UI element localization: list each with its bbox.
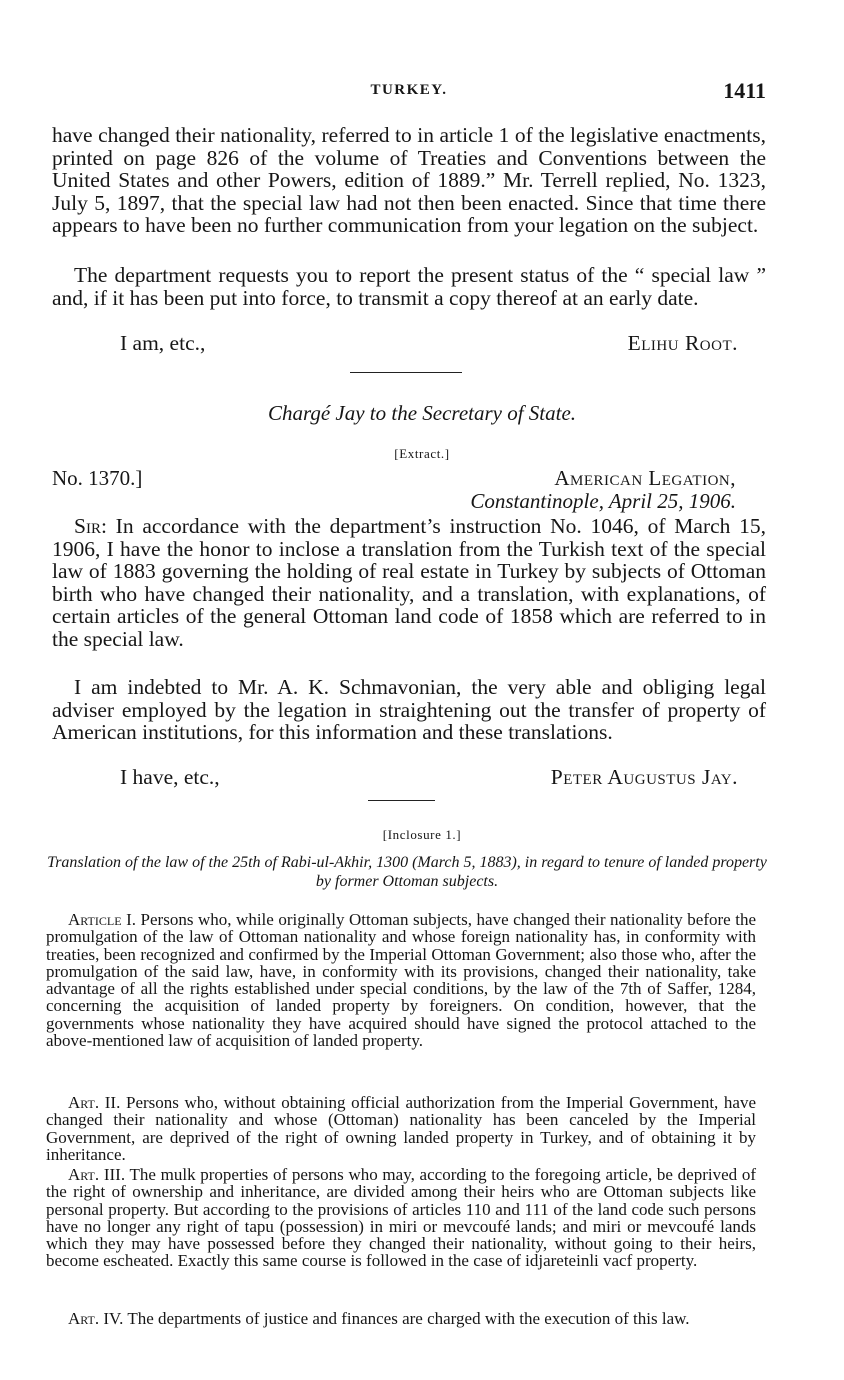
article-3-text: The mulk properties of persons who may, according to the foregoing article, be deprived of the right of ownership and inheritance, are divided among their heirs who are Ottoman subjects like personal property. But according to the provisions of articles 110 and 111 of the land code such persons have no longer any right of tapu (possession) in miri or mevcoufé lands; and miri or mevcoufé lands which they may have possessed before they changed their nationality, without going to their heirs, become escheated. Exactly this same course is followed in the case of idjareteinli vacf property. xyxy=(46,1165,756,1271)
sender-legation: American Legation, xyxy=(554,466,736,490)
continuation-paragraph: have changed their nationality, referred to in article 1 of the legislative enactments, printed on page 826 of the volume of Treaties and Conventions between the United States and other Powers, edition of 1889.” Mr. Terrell replied, No. 1323, July 5, 1897, that the special law had not then been enacted. Since that time there appears to have been no further communication from your legation on the subject. xyxy=(52,123,766,237)
article-3 xyxy=(46,1166,756,1270)
section-divider xyxy=(350,372,462,373)
page-header xyxy=(52,78,766,108)
letter-paragraph-1 xyxy=(52,515,766,650)
inclosure-label: [Inclosure 1.] xyxy=(382,827,462,842)
running-title: TURKEY. xyxy=(370,82,448,98)
section-divider-2 xyxy=(368,800,435,801)
closing-phrase-jay: I have, etc., xyxy=(120,765,220,789)
article-1-text: Persons who, while originally Ottoman subjects, have changed their nationality before the promulgation of the law of Ottoman nationality and whose foreign nationality has, in conformity with treaties, been recognized and confirmed by the Imperial Ottoman Government; also those who, after the promulgation of the said law, have, in conformity with its provisions, changed their nationality, take advantage of all the rights established under special conditions, by the law of the 7th of Saffer, 1284, concerning the acquisition of landed property by foreigners. On condition, however, that the governments whose nationality they have acquired should have signed the protocol attached to the above-mentioned law of acquisition of landed property. xyxy=(46,910,756,1051)
article-4-text: The departments of justice and finances are charged with the execution of this law. xyxy=(127,1309,690,1328)
letter-title: Chargé Jay to the Secretary of State. xyxy=(267,401,577,425)
extract-label: [Extract.] xyxy=(394,446,450,461)
dispatch-number: No. 1370.] xyxy=(52,466,143,490)
letter-paragraph-2: I am indebted to Mr. A. K. Schmavonian, the very able and obliging legal adviser employed by the legation in straightening out the transfer of property of American institutions, for this information and these translations. xyxy=(52,675,766,744)
translation-title: Translation of the law of the 25th of Rabi-ul-Akhir, 1300 (March 5, 1883), in regard to tenure of landed property by former Ottoman subjects. xyxy=(47,854,767,890)
salutation: Sir: xyxy=(74,514,107,538)
article-2-heading: Art. II. xyxy=(68,1093,121,1112)
article-2 xyxy=(46,1094,756,1163)
article-3-heading: Art. III. xyxy=(68,1165,126,1184)
closing-row-jay xyxy=(52,765,766,789)
article-4-heading: Art. IV. xyxy=(68,1309,124,1328)
letter-paragraph-1-text: In accordance with the department’s instruction No. 1046, of March 15, 1906, I have the honor to inclose a translation from the Turkish text of the special law of 1883 governing the holding of real estate in Turkey by subjects of Ottoman birth who have changed their nationality, and a translation, with explanations, of certain articles of the general Ottoman land code of 1858 which are referred to in the special law. xyxy=(52,514,767,651)
closing-phrase: I am, etc., xyxy=(120,331,206,355)
article-1-heading: Article I. xyxy=(68,910,136,929)
page-number: 1411 xyxy=(723,78,766,103)
signature-root: Elihu Root. xyxy=(627,331,738,355)
request-paragraph: The department requests you to report the present status of the “ special law ” and, if it has been put into force, to transmit a copy thereof at an early date. xyxy=(52,263,766,310)
article-2-text: Persons who, without obtaining official authorization from the Imperial Government, have changed their nationality and whose (Ottoman) nationality has been canceled by the Imperial Government, are deprived of the right of owning landed property in Turkey, and of obtaining it by inheritance. xyxy=(46,1093,757,1164)
article-4 xyxy=(46,1310,756,1327)
place-date: Constantinople, April 25, 1906. xyxy=(470,489,736,513)
closing-row-root xyxy=(52,331,766,355)
signature-jay: Peter Augustus Jay. xyxy=(550,765,738,789)
article-1 xyxy=(46,911,756,1049)
